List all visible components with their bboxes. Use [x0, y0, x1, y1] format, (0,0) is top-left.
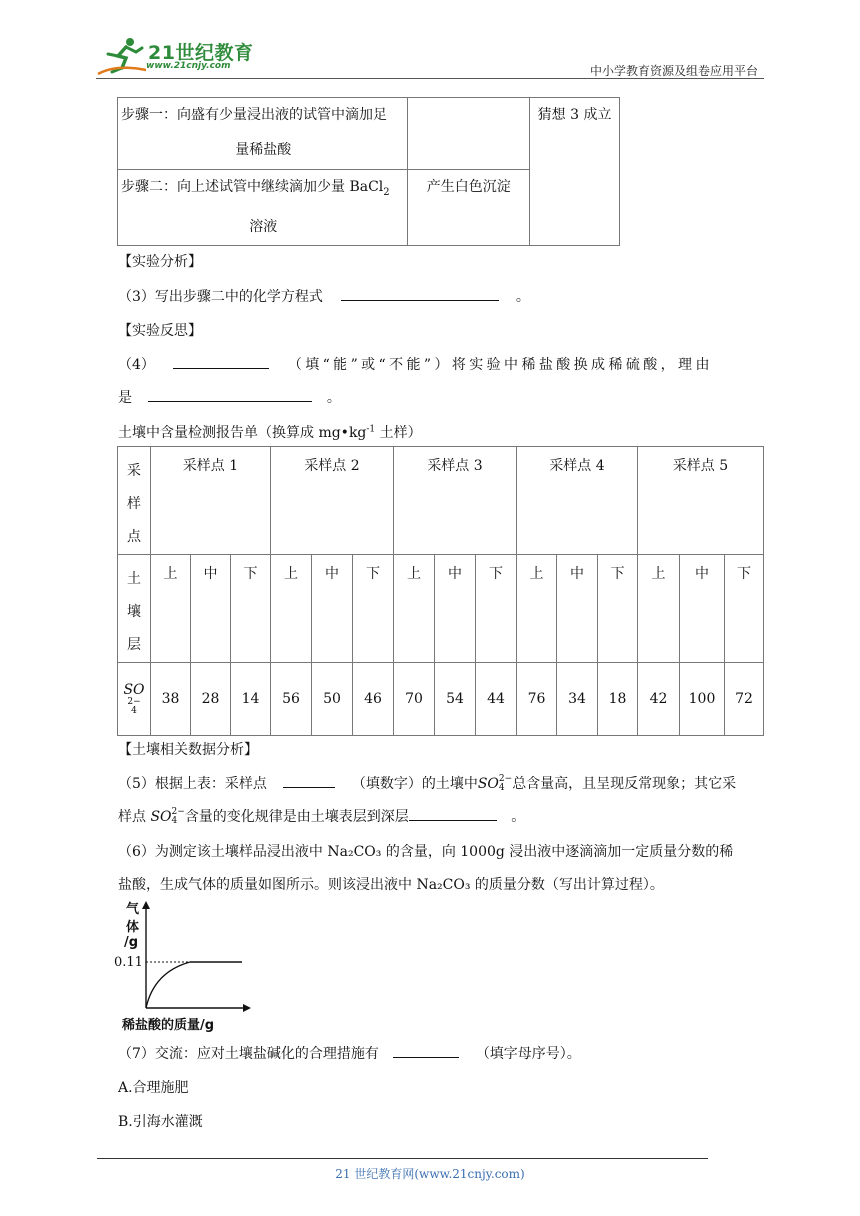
- layer-cell: 下: [231, 555, 271, 663]
- footer-link[interactable]: 21 世纪教育网(www.21cnjy.com): [335, 1167, 525, 1181]
- y-value-label: 0.11: [114, 955, 143, 970]
- table-row: [118, 447, 764, 555]
- header-char: 样: [127, 496, 141, 512]
- step-one-text-line2: 量稀盐酸: [235, 142, 292, 158]
- ion-subscript: 4: [171, 816, 178, 826]
- subscript: 2: [383, 186, 390, 198]
- punctuation: 。: [515, 289, 530, 305]
- section-heading: 【实验反思】: [118, 323, 202, 339]
- answer-blank[interactable]: [341, 289, 499, 301]
- question-5-text-4: 样点: [118, 809, 146, 825]
- layer-cell: 中: [191, 555, 231, 663]
- header-char: 壤: [127, 604, 141, 620]
- gas-mass-graph: [112, 898, 272, 1034]
- soil-report-table: [117, 446, 764, 736]
- value-cell: 70: [394, 663, 435, 736]
- value-cell: 28: [191, 663, 231, 736]
- value-cell: 50: [312, 663, 353, 736]
- table-caption: [118, 422, 422, 442]
- value-cell: 54: [435, 663, 476, 736]
- question-4-cont: [118, 387, 341, 407]
- runner-icon: [96, 34, 152, 78]
- question-5: [118, 773, 736, 793]
- layer-cell: 上: [271, 555, 312, 663]
- sulfate-ion-label: [150, 809, 184, 825]
- step-two-cell: [118, 170, 408, 246]
- question-3-text: （3）写出步骤二中的化学方程式: [118, 289, 323, 305]
- site-header: 采样点 4: [517, 447, 638, 555]
- question-7: [118, 1043, 581, 1063]
- question-5-text-3: 总含量高，且呈现反常现象；其它采: [512, 776, 737, 792]
- layer-cell: 下: [476, 555, 517, 663]
- question-7-text: （7）交流：应对土壤盐碱化的合理措施有: [118, 1046, 379, 1062]
- step-two-text-line1: [121, 179, 390, 198]
- layer-cell: 上: [517, 555, 557, 663]
- page-header: [96, 34, 764, 80]
- question-6-line1: （6）为测定该土壤样品浸出液中 Na₂CO₃ 的含量，向 1000g 浸出液中逐滴滴加一定质量分数的稀: [118, 844, 734, 860]
- layer-cell: 上: [151, 555, 191, 663]
- ion-charge: 2−: [498, 774, 513, 784]
- layer-cell: 中: [435, 555, 476, 663]
- layer-cell: 下: [598, 555, 638, 663]
- header-char: 土: [127, 571, 141, 587]
- value-cell: 46: [353, 663, 394, 736]
- value-cell: 34: [557, 663, 598, 736]
- conclusion-cell: 猜想 3 成立: [530, 98, 620, 246]
- question-7-text-2: （填字母序号）。: [475, 1046, 581, 1062]
- site-header: 采样点 2: [271, 447, 394, 555]
- footer-divider: [97, 1158, 708, 1159]
- layer-cell: 下: [353, 555, 394, 663]
- caption-text-end: 土样）: [375, 425, 422, 441]
- question-5-text-5: 含量的变化规律是由土壤表层到深层: [184, 809, 409, 825]
- value-cell: 42: [638, 663, 680, 736]
- superscript: -1: [366, 424, 376, 435]
- value-cell: 76: [517, 663, 557, 736]
- site-logo[interactable]: [96, 34, 266, 78]
- step-one-cell: [118, 98, 408, 170]
- logo-url: www.21cnjy.com: [146, 61, 231, 71]
- question-4: [118, 354, 713, 374]
- y-label-2: 体: [126, 920, 140, 935]
- question-5-text: （5）根据上表：采样点: [118, 776, 267, 792]
- step-one-text-line1: 步骤一：向盛有少量浸出液的试管中滴加足: [121, 107, 387, 123]
- value-cell: 38: [151, 663, 191, 736]
- sulfate-ion-label: [478, 776, 512, 792]
- header-char: 点: [127, 529, 141, 545]
- value-cell: 100: [680, 663, 725, 736]
- question-5-text-2: （填数字）的土壤中: [351, 776, 478, 792]
- row-header-ion: [118, 663, 151, 736]
- step-two-text-line2: 溶液: [249, 218, 278, 235]
- section-heading: 【实验分析】: [118, 254, 202, 270]
- y-label-1: 气: [126, 902, 140, 917]
- question-5-cont: [118, 806, 525, 826]
- y-axis-arrow: [142, 901, 150, 909]
- table-row: [118, 555, 764, 663]
- curve-rise: [146, 962, 190, 1008]
- site-header: 采样点 1: [151, 447, 271, 555]
- layer-cell: 中: [557, 555, 598, 663]
- layer-cell: 上: [638, 555, 680, 663]
- x-axis-arrow: [243, 1004, 251, 1012]
- value-cell: 14: [231, 663, 271, 736]
- answer-blank[interactable]: [393, 1046, 459, 1058]
- row-header-layer: [118, 555, 151, 663]
- layer-cell: 中: [680, 555, 725, 663]
- answer-blank[interactable]: [283, 776, 335, 788]
- x-axis-label: 稀盐酸的质量/g: [122, 1018, 215, 1033]
- value-cell: 56: [271, 663, 312, 736]
- answer-blank[interactable]: [173, 357, 269, 369]
- y-label-3: /g: [124, 935, 139, 950]
- ion-charge: 2−: [171, 807, 185, 817]
- ion-charge: 2−: [127, 697, 141, 707]
- header-char: 采: [127, 463, 141, 479]
- section-heading: 【土壤相关数据分析】: [118, 742, 258, 758]
- ion-symbol: SO: [123, 682, 145, 698]
- question-4-number: （4）: [118, 357, 155, 373]
- option-a: A.合理施肥: [118, 1080, 189, 1096]
- layer-cell: 中: [312, 555, 353, 663]
- ion-symbol: SO: [477, 776, 499, 792]
- sulfate-ion-label: [123, 682, 144, 715]
- ion-subscript: 4: [498, 783, 505, 793]
- question-4-text: （填“能”或“不能”）将实验中稀盐酸换成稀硫酸，理由: [287, 357, 713, 373]
- answer-blank[interactable]: [409, 809, 497, 821]
- site-header: 采样点 5: [638, 447, 764, 555]
- ion-subscript: 4: [131, 706, 137, 716]
- question-6-line2: 盐酸，生成气体的质量如图所示。则该浸出液中 Na₂CO₃ 的质量分数（写出计算过程）。: [118, 877, 664, 893]
- value-cell: 18: [598, 663, 638, 736]
- step-one-phenomenon-cell: [408, 98, 530, 170]
- layer-cell: 上: [394, 555, 435, 663]
- value-cell: 72: [725, 663, 764, 736]
- question-4-text-2: 是: [118, 390, 132, 406]
- ion-symbol: SO: [150, 809, 172, 825]
- punctuation: 。: [326, 390, 341, 406]
- step-two-text: 步骤二：向上述试管中继续滴加少量 BaCl: [121, 179, 384, 195]
- option-b: B.引海水灌溉: [118, 1114, 203, 1130]
- platform-name: 中小学教育资源及组卷应用平台: [589, 64, 758, 78]
- value-cell: 44: [476, 663, 517, 736]
- layer-cell: 下: [725, 555, 764, 663]
- site-header: 采样点 3: [394, 447, 517, 555]
- caption-text: 土壤中含量检测报告单（换算成 mg•kg: [118, 425, 367, 441]
- header-divider: [96, 78, 764, 79]
- table-row: [118, 663, 764, 736]
- step-two-phenomenon-cell: 产生白色沉淀: [408, 170, 530, 246]
- experiment-steps-table: [117, 97, 620, 246]
- table-row: [118, 98, 620, 170]
- row-header-site: [118, 447, 151, 555]
- question-3: [118, 286, 530, 306]
- header-char: 层: [127, 637, 141, 653]
- punctuation: 。: [511, 809, 526, 825]
- logo-text: 21世纪教育: [148, 42, 254, 64]
- answer-blank[interactable]: [148, 390, 312, 402]
